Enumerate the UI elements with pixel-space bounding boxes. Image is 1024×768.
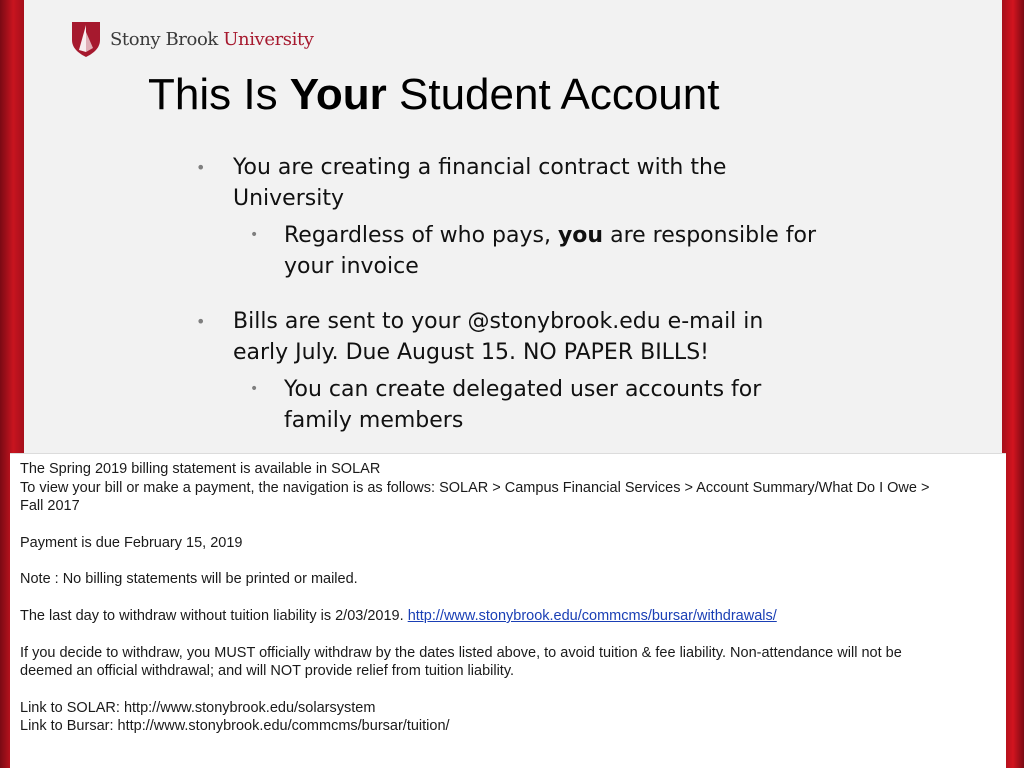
solar-link-line: Link to SOLAR: http://www.stonybrook.edu/solarsystem bbox=[20, 699, 376, 716]
email-note: Note : No billing statements will be printed or mailed. bbox=[20, 571, 358, 588]
billing-email-screenshot bbox=[10, 453, 1006, 768]
bullet-dot-icon: • bbox=[196, 312, 206, 331]
bursar-link-line: Link to Bursar: http://www.stonybrook.edu/commcms/bursar/tuition/ bbox=[20, 718, 450, 735]
title-emphasis: Your bbox=[289, 70, 387, 119]
email-payment-due: Payment is due February 15, 2019 bbox=[20, 534, 243, 551]
bullet-dot-icon: • bbox=[250, 227, 259, 243]
logo-wordmark bbox=[110, 29, 314, 50]
bullet-list bbox=[196, 152, 846, 436]
bullet-contract: • You are creating a financial contract with the University bbox=[196, 152, 846, 214]
email-navigation-line: To view your bill or make a payment, the navigation is as follows: SOLAR > Campus Financial Services > Account Summary/What Do I Owe > bbox=[20, 479, 930, 496]
logo-name-part1: Stony Brook bbox=[110, 28, 218, 50]
email-warning-line2: deemed an official withdrawal; and will NOT provide relief from tuition liability. bbox=[20, 663, 515, 680]
bullet-dot-icon: • bbox=[196, 158, 206, 177]
withdrawals-link[interactable]: http://www.stonybrook.edu/commcms/bursar/withdrawals/ bbox=[407, 607, 777, 624]
slide-title: This Is Your Student Account bbox=[148, 70, 720, 119]
email-warning-line1: If you decide to withdraw, you MUST officially withdraw by the dates listed above, to avoid tuition & fee liability. Non-attendance will not be bbox=[20, 644, 902, 661]
sub-bullet-responsible: • Regardless of who pays, you are responsible for your invoice bbox=[196, 220, 846, 282]
email-navigation-term: Fall 2017 bbox=[20, 498, 80, 515]
shield-icon bbox=[70, 20, 102, 58]
bullet-dot-icon: • bbox=[250, 381, 259, 397]
university-logo bbox=[70, 20, 314, 58]
email-withdraw-line: The last day to withdraw without tuition liability is 2/03/2019. http://www.stonybrook.edu/commcms/bursar/withdrawals/ bbox=[20, 607, 777, 624]
email-statement-line: The Spring 2019 billing statement is available in SOLAR bbox=[20, 461, 381, 477]
sub-bullet-delegated: • You can create delegated user accounts for family members bbox=[196, 374, 846, 436]
logo-name-part2: University bbox=[223, 28, 314, 50]
bullet-bills: • Bills are sent to your @stonybrook.edu e-mail in early July. Due August 15. NO PAPER BILLS! bbox=[196, 306, 846, 368]
